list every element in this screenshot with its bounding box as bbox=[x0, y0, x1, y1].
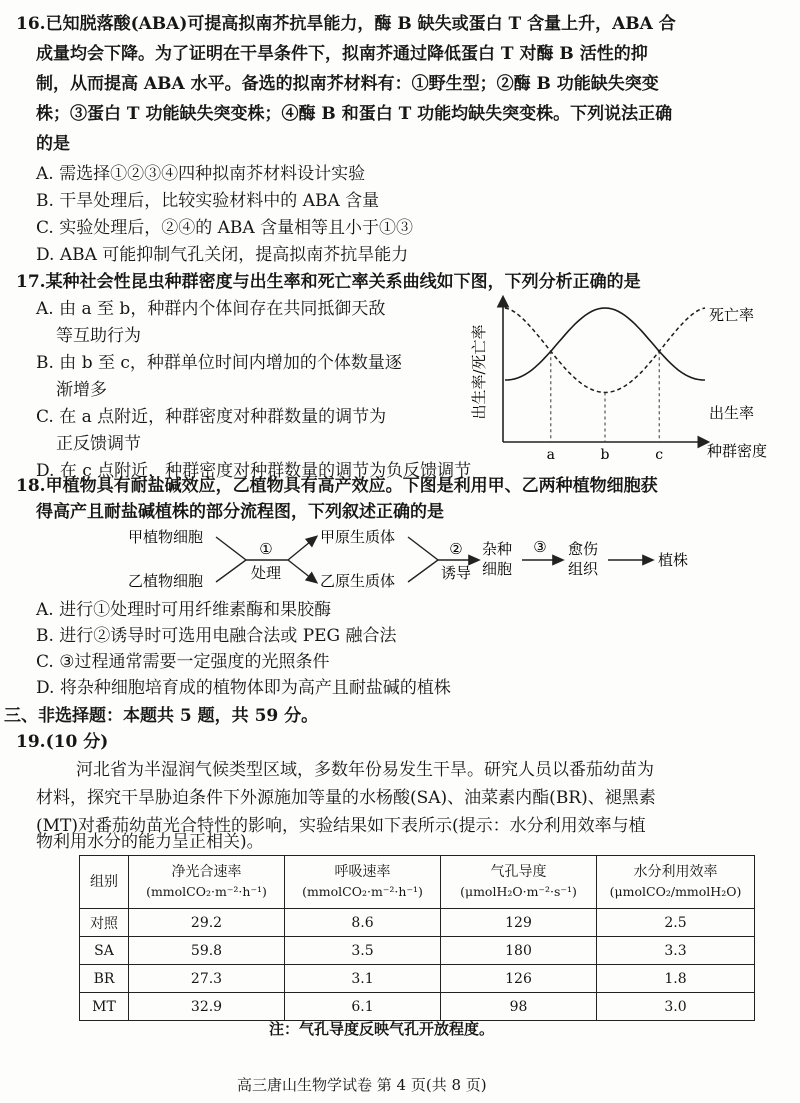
q16-option-b: B. 干旱处理后，比较实验材料中的 ABA 含量 bbox=[36, 191, 380, 211]
header-unit: (mmolCO₂·m⁻²·h⁻¹) bbox=[302, 884, 423, 899]
cell-value: 59.8 bbox=[129, 937, 285, 965]
cell-value: 180 bbox=[441, 937, 597, 965]
hybrid-label-2: 细胞 bbox=[482, 560, 513, 578]
col-header-stomatal-conductance bbox=[441, 856, 597, 909]
q19-heading: 19.(10 分) bbox=[16, 732, 109, 752]
step1-number: ① bbox=[259, 540, 273, 558]
cell-value: 3.0 bbox=[597, 993, 755, 1021]
q18-stem-line-1: 18.甲植物具有耐盐碱效应，乙植物具有高产效应。下图是利用甲、乙两种植物细胞获 bbox=[16, 476, 658, 496]
header-unit: (mmolCO₂·m⁻²·h⁻¹) bbox=[146, 884, 267, 899]
q16-stem-line-5: 的是 bbox=[36, 134, 70, 154]
cell-group: BR bbox=[80, 965, 129, 993]
header-name: 呼吸速率 bbox=[334, 864, 391, 880]
cell-group: 对照 bbox=[80, 909, 129, 937]
callus-label-1: 愈伤 bbox=[568, 540, 599, 558]
section-3-heading: 三、非选择题：本题共 5 题，共 59 分。 bbox=[4, 706, 319, 726]
page-footer: 高三唐山生物学试卷 第 4 页(共 8 页) bbox=[237, 1076, 487, 1094]
q17-density-chart bbox=[470, 292, 795, 463]
cell-value: 3.1 bbox=[285, 965, 441, 993]
cell-value: 3.5 bbox=[285, 937, 441, 965]
header-unit: (μmolH₂O·m⁻²·s⁻¹) bbox=[460, 884, 577, 899]
step1-label: 处理 bbox=[250, 564, 282, 582]
q18-option-b: B. 进行②诱导时可选用电融合法或 PEG 融合法 bbox=[36, 626, 397, 646]
cell-value: 29.2 bbox=[129, 909, 285, 937]
q16-option-d: D. ABA 可能抑制气孔关闭，提高拟南芥抗旱能力 bbox=[36, 245, 409, 265]
hybrid-label-1: 杂种 bbox=[482, 540, 513, 558]
q17-option-a-cont: 等互助行为 bbox=[56, 326, 141, 346]
step3-number: ③ bbox=[533, 538, 547, 556]
q19-para-line-1: 河北省为半湿润气候类型区域，多数年份易发生干旱。研究人员以番茄幼苗为 bbox=[76, 760, 654, 780]
x-tick-a: a bbox=[546, 447, 555, 463]
cell-value: 126 bbox=[441, 965, 597, 993]
y-axis-label: 出生率/死亡率 bbox=[470, 324, 488, 420]
header-unit: (μmolCO₂/mmolH₂O) bbox=[609, 884, 742, 899]
q17-option-c: C. 在 a 点附近，种群密度对种群数量的调节为 bbox=[36, 407, 387, 427]
q18-option-d: D. 将杂种细胞培育成的植物体即为高产且耐盐碱的植株 bbox=[36, 678, 451, 698]
q18-option-a: A. 进行①处理时可用纤维素酶和果胶酶 bbox=[36, 600, 332, 620]
q18-flowchart bbox=[120, 522, 740, 594]
q17-option-d: D. 在 c 点附近，种群密度对种群数量的调节为负反馈调节 bbox=[36, 461, 472, 481]
cell-group: MT bbox=[80, 993, 129, 1021]
table-note: 注：气孔导度反映气孔开放程度。 bbox=[269, 1020, 495, 1038]
cell-value: 1.8 bbox=[597, 965, 755, 993]
q16-option-a: A. 需选择①②③④四种拟南芥材料设计实验 bbox=[36, 164, 366, 184]
q17-option-c-cont: 正反馈调节 bbox=[56, 434, 141, 454]
col-header-net-photosynthesis bbox=[129, 856, 285, 909]
q17-option-a: A. 由 a 至 b，种群内个体间存在共同抵御天敌 bbox=[36, 299, 386, 319]
cell-value: 6.1 bbox=[285, 993, 441, 1021]
plant-label: 植株 bbox=[658, 551, 689, 569]
cell-value: 27.3 bbox=[129, 965, 285, 993]
table-row bbox=[80, 965, 755, 993]
proto-b-label: 乙原生质体 bbox=[320, 572, 396, 590]
q17-stem: 17.某种社会性昆虫种群密度与出生率和死亡率关系曲线如下图，下列分析正确的是 bbox=[16, 272, 641, 292]
merge-bracket-2 bbox=[408, 537, 438, 582]
q18-stem-line-2: 得高产且耐盐碱植株的部分流程图，下列叙述正确的是 bbox=[36, 502, 444, 522]
x-tick-c: c bbox=[655, 447, 664, 463]
header-name: 净光合速率 bbox=[171, 864, 242, 880]
table-row bbox=[80, 909, 755, 937]
cell-value: 32.9 bbox=[129, 993, 285, 1021]
cell-value: 129 bbox=[441, 909, 597, 937]
header-name: 气孔导度 bbox=[490, 864, 547, 880]
table-row bbox=[80, 937, 755, 965]
col-header-water-use-efficiency bbox=[597, 856, 755, 909]
q18-option-c: C. ③过程通常需要一定强度的光照条件 bbox=[36, 652, 330, 672]
q19-results-table bbox=[79, 855, 755, 1021]
cell-a-label: 甲植物细胞 bbox=[128, 528, 204, 546]
q17-option-b-cont: 渐增多 bbox=[56, 380, 107, 400]
q19-para-line-2: 材料，探究干旱胁迫条件下外源施加等量的水杨酸(SA)、油菜素内酯(BR)、褪黑素 bbox=[36, 788, 656, 808]
split-arrow-down bbox=[288, 560, 316, 582]
col-header-respiration bbox=[285, 856, 441, 909]
proto-a-label: 甲原生质体 bbox=[320, 528, 396, 546]
header-name: 水分利用效率 bbox=[633, 864, 718, 880]
q19-para-line-4: 物利用水分的能力呈正相关)。 bbox=[36, 832, 264, 852]
cell-value: 3.3 bbox=[597, 937, 755, 965]
q16-stem-line-3: 制，从而提高 ABA 水平。备选的拟南芥材料有：①野生型；②酶 B 功能缺失突变 bbox=[36, 74, 659, 94]
q16-stem-line-4: 株；③蛋白 T 功能缺失突变株；④酶 B 和蛋白 T 功能均缺失突变株。下列说法正确 bbox=[36, 104, 673, 124]
table-header-row bbox=[80, 856, 755, 909]
q16-option-c: C. 实验处理后，②④的 ABA 含量相等且小于①③ bbox=[36, 218, 414, 238]
birth-rate-curve bbox=[505, 308, 705, 380]
merge-bracket-1 bbox=[216, 537, 246, 582]
q19-para-line-3: (MT)对番茄幼苗光合特性的影响，实验结果如下表所示(提示：水分利用效率与植 bbox=[36, 816, 646, 836]
x-axis-label: 种群密度 bbox=[706, 442, 768, 460]
q16-stem-line-2: 成量均会下降。为了证明在干旱条件下，拟南芥通过降低蛋白 T 对酶 B 活性的抑 bbox=[36, 44, 648, 64]
cell-value: 98 bbox=[441, 993, 597, 1021]
cell-b-label: 乙植物细胞 bbox=[128, 572, 204, 590]
x-tick-b: b bbox=[600, 447, 610, 463]
split-arrow-up bbox=[288, 537, 316, 560]
cell-value: 8.6 bbox=[285, 909, 441, 937]
callus-label-2: 组织 bbox=[568, 560, 599, 578]
step2-label: 诱导 bbox=[440, 564, 472, 582]
cell-value: 2.5 bbox=[597, 909, 755, 937]
birth-rate-legend: 出生率 bbox=[709, 404, 755, 422]
cell-group: SA bbox=[80, 937, 129, 965]
death-rate-curve bbox=[505, 308, 705, 393]
q16-stem-line-1: 16.已知脱落酸(ABA)可提高拟南芥抗旱能力，酶 B 缺失或蛋白 T 含量上升，ABA 合 bbox=[16, 14, 676, 34]
step2-number: ② bbox=[449, 540, 463, 558]
col-header-group: 组别 bbox=[80, 856, 129, 909]
death-rate-legend: 死亡率 bbox=[709, 306, 755, 324]
q17-option-b: B. 由 b 至 c，种群单位时间内增加的个体数量逐 bbox=[36, 353, 402, 373]
